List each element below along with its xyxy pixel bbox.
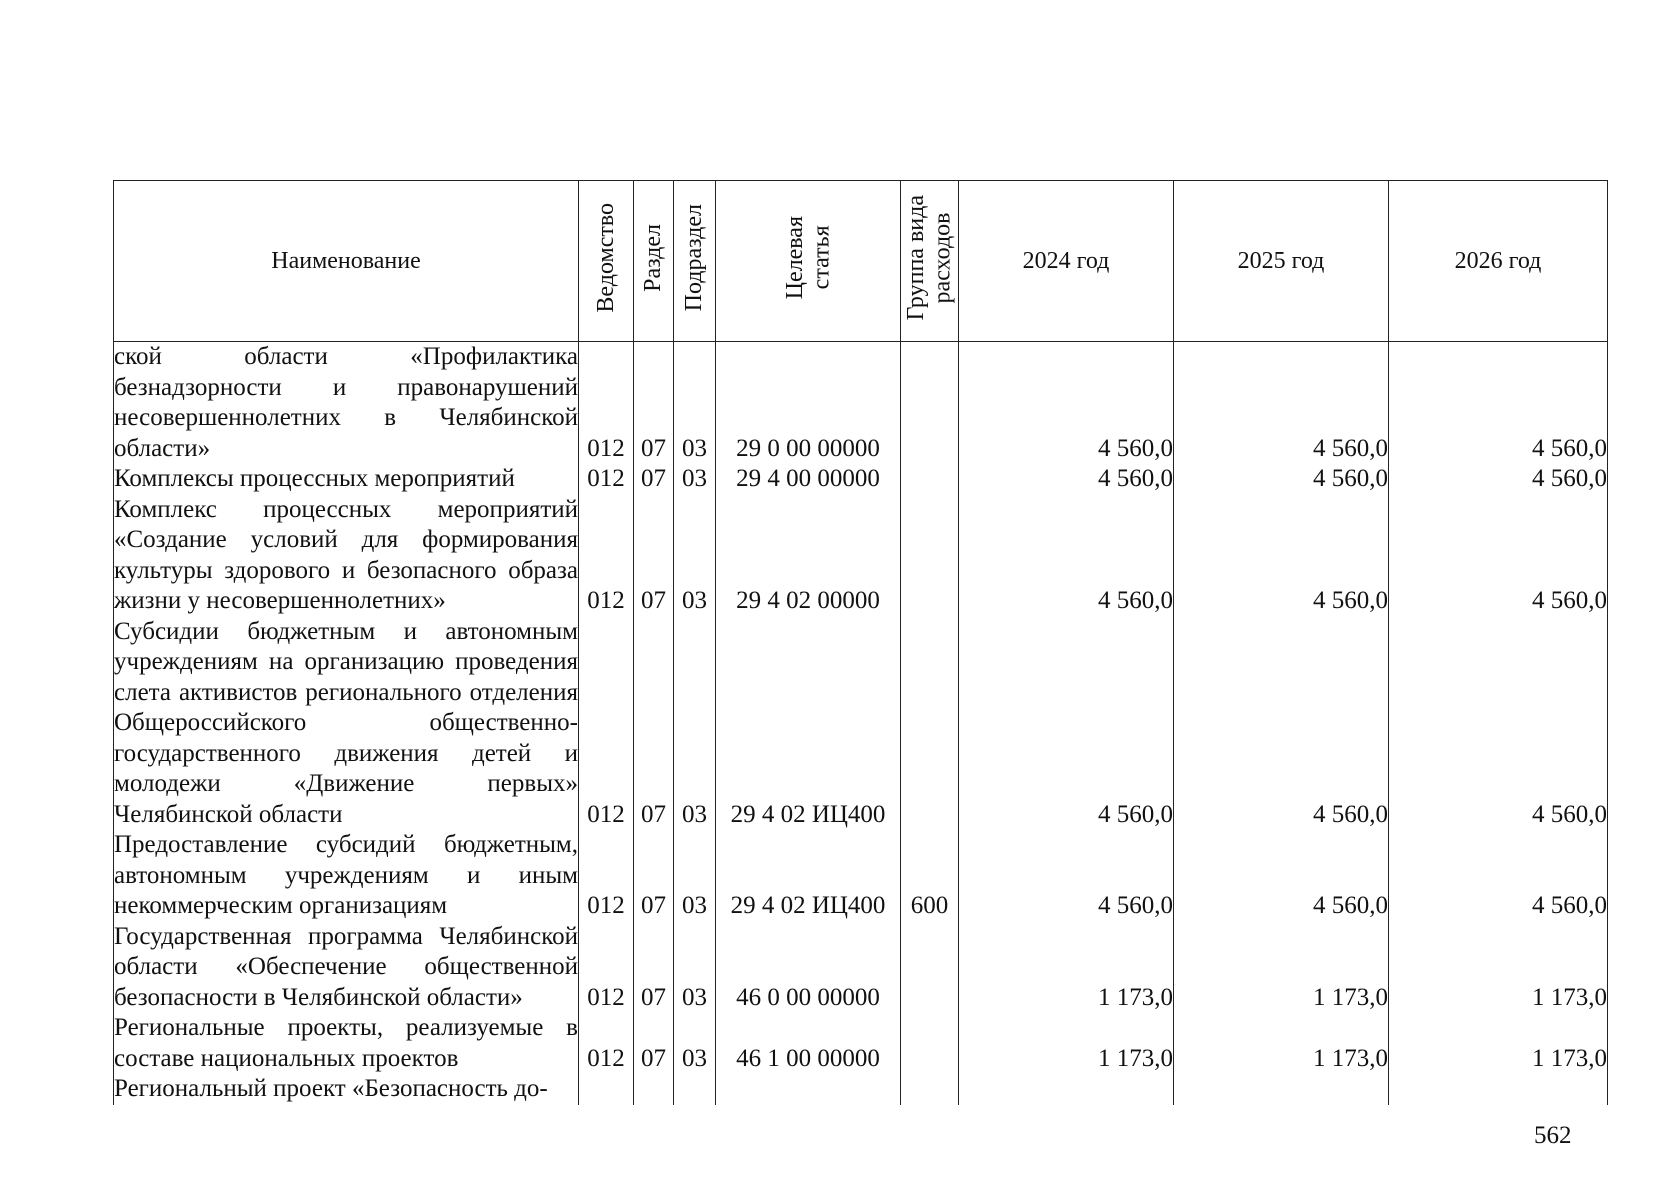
header-group-line1: Группа вида xyxy=(903,194,930,321)
header-target-line2: статья xyxy=(808,225,834,290)
row-podrazdel xyxy=(674,1074,716,1105)
table-row xyxy=(114,1013,1608,1074)
row-target: 46 1 00 00000 xyxy=(716,1013,901,1074)
table-row xyxy=(114,617,1608,831)
row-podrazdel: 03 xyxy=(674,342,716,465)
row-razdel: 07 xyxy=(634,617,674,831)
table-row xyxy=(114,922,1608,1014)
row-group xyxy=(901,617,959,831)
row-group xyxy=(901,495,959,617)
row-vedomstvo: 012 xyxy=(579,830,634,922)
row-name: Региональный проект «Безопасность до- xyxy=(114,1074,579,1105)
row-2026: 4 560,0 xyxy=(1389,495,1608,617)
row-2024: 4 560,0 xyxy=(959,495,1174,617)
row-2025: 4 560,0 xyxy=(1174,342,1389,465)
row-podrazdel: 03 xyxy=(674,922,716,1014)
row-name: Комплекс процессных мероприятий «Создание условий для формирования культуры здорового и безопасного образа жизни у несовершеннолетних» xyxy=(114,495,579,617)
row-target: 29 4 02 00000 xyxy=(716,495,901,617)
row-2024: 1 173,0 xyxy=(959,1013,1174,1074)
row-vedomstvo xyxy=(579,1074,634,1105)
row-2025: 1 173,0 xyxy=(1174,922,1389,1014)
row-vedomstvo: 012 xyxy=(579,1013,634,1074)
row-2026: 4 560,0 xyxy=(1389,830,1608,922)
row-razdel: 07 xyxy=(634,495,674,617)
row-2024 xyxy=(959,1074,1174,1105)
table-row xyxy=(114,464,1608,495)
row-razdel: 07 xyxy=(634,464,674,495)
row-razdel xyxy=(634,1074,674,1105)
row-2025: 4 560,0 xyxy=(1174,830,1389,922)
table-row xyxy=(114,1074,1608,1105)
row-target: 29 4 02 ИЦ400 xyxy=(716,830,901,922)
header-target-line1: Целевая xyxy=(781,215,808,300)
row-vedomstvo: 012 xyxy=(579,922,634,1014)
row-vedomstvo: 012 xyxy=(579,617,634,831)
row-2024: 1 173,0 xyxy=(959,922,1174,1014)
budget-table xyxy=(113,180,1608,1105)
row-podrazdel: 03 xyxy=(674,617,716,831)
row-name: Предоставление субсидий бюджетным, автономным учреждениям и иным некоммерческим организациям xyxy=(114,830,579,922)
table-row xyxy=(114,830,1608,922)
row-razdel: 07 xyxy=(634,1013,674,1074)
header-target xyxy=(716,181,901,342)
row-vedomstvo: 012 xyxy=(579,464,634,495)
row-2026: 1 173,0 xyxy=(1389,922,1608,1014)
row-name: ской области «Профилактика безнадзорности и правонарушений несовершеннолетних в Челябинской области» xyxy=(114,342,579,465)
row-name: Региональные проекты, реализуемые в составе национальных проектов xyxy=(114,1013,579,1074)
header-row xyxy=(114,181,1608,342)
row-podrazdel: 03 xyxy=(674,464,716,495)
table-row xyxy=(114,495,1608,617)
page-number: 562 xyxy=(1534,1122,1572,1149)
row-2024: 4 560,0 xyxy=(959,464,1174,495)
row-2025 xyxy=(1174,1074,1389,1105)
row-group xyxy=(901,464,959,495)
row-name: Комплексы процессных мероприятий xyxy=(114,464,579,495)
row-2024: 4 560,0 xyxy=(959,342,1174,465)
row-podrazdel: 03 xyxy=(674,495,716,617)
row-2024: 4 560,0 xyxy=(959,617,1174,831)
row-razdel: 07 xyxy=(634,342,674,465)
row-vedomstvo: 012 xyxy=(579,342,634,465)
row-name: Субсидии бюджетным и автономным учреждениям на организацию проведения слета активистов регионального отделения Общероссийского общественно-государственного движения детей и молодежи «Движение первых» Челябинской области xyxy=(114,617,579,831)
row-group xyxy=(901,1074,959,1105)
row-vedomstvo: 012 xyxy=(579,495,634,617)
row-podrazdel: 03 xyxy=(674,830,716,922)
row-group xyxy=(901,922,959,1014)
row-2024: 4 560,0 xyxy=(959,830,1174,922)
row-2025: 4 560,0 xyxy=(1174,464,1389,495)
row-podrazdel: 03 xyxy=(674,1013,716,1074)
row-target: 29 0 00 00000 xyxy=(716,342,901,465)
row-group xyxy=(901,342,959,465)
row-2025: 1 173,0 xyxy=(1174,1013,1389,1074)
row-razdel: 07 xyxy=(634,830,674,922)
row-target: 29 4 00 00000 xyxy=(716,464,901,495)
row-target xyxy=(716,1074,901,1105)
row-group xyxy=(901,1013,959,1074)
row-2026: 4 560,0 xyxy=(1389,342,1608,465)
row-2026: 1 173,0 xyxy=(1389,1013,1608,1074)
header-2026: 2026 год xyxy=(1389,181,1608,342)
row-2025: 4 560,0 xyxy=(1174,617,1389,831)
header-group-line2: расходов xyxy=(929,212,956,303)
row-name: Государственная программа Челябинской области «Обеспечение общественной безопасности в Челябинской области» xyxy=(114,922,579,1014)
header-name: Наименование xyxy=(114,181,579,342)
header-vedomstvo: Ведомство xyxy=(579,181,634,342)
row-2026: 4 560,0 xyxy=(1389,617,1608,831)
header-group xyxy=(901,181,959,342)
row-target: 29 4 02 ИЦ400 xyxy=(716,617,901,831)
row-group: 600 xyxy=(901,830,959,922)
header-podrazdel: Подраздел xyxy=(674,181,716,342)
row-2026 xyxy=(1389,1074,1608,1105)
row-razdel: 07 xyxy=(634,922,674,1014)
header-razdel: Раздел xyxy=(634,181,674,342)
row-2025: 4 560,0 xyxy=(1174,495,1389,617)
table-row xyxy=(114,342,1608,465)
header-2024: 2024 год xyxy=(959,181,1174,342)
row-target: 46 0 00 00000 xyxy=(716,922,901,1014)
header-2025: 2025 год xyxy=(1174,181,1389,342)
row-2026: 4 560,0 xyxy=(1389,464,1608,495)
